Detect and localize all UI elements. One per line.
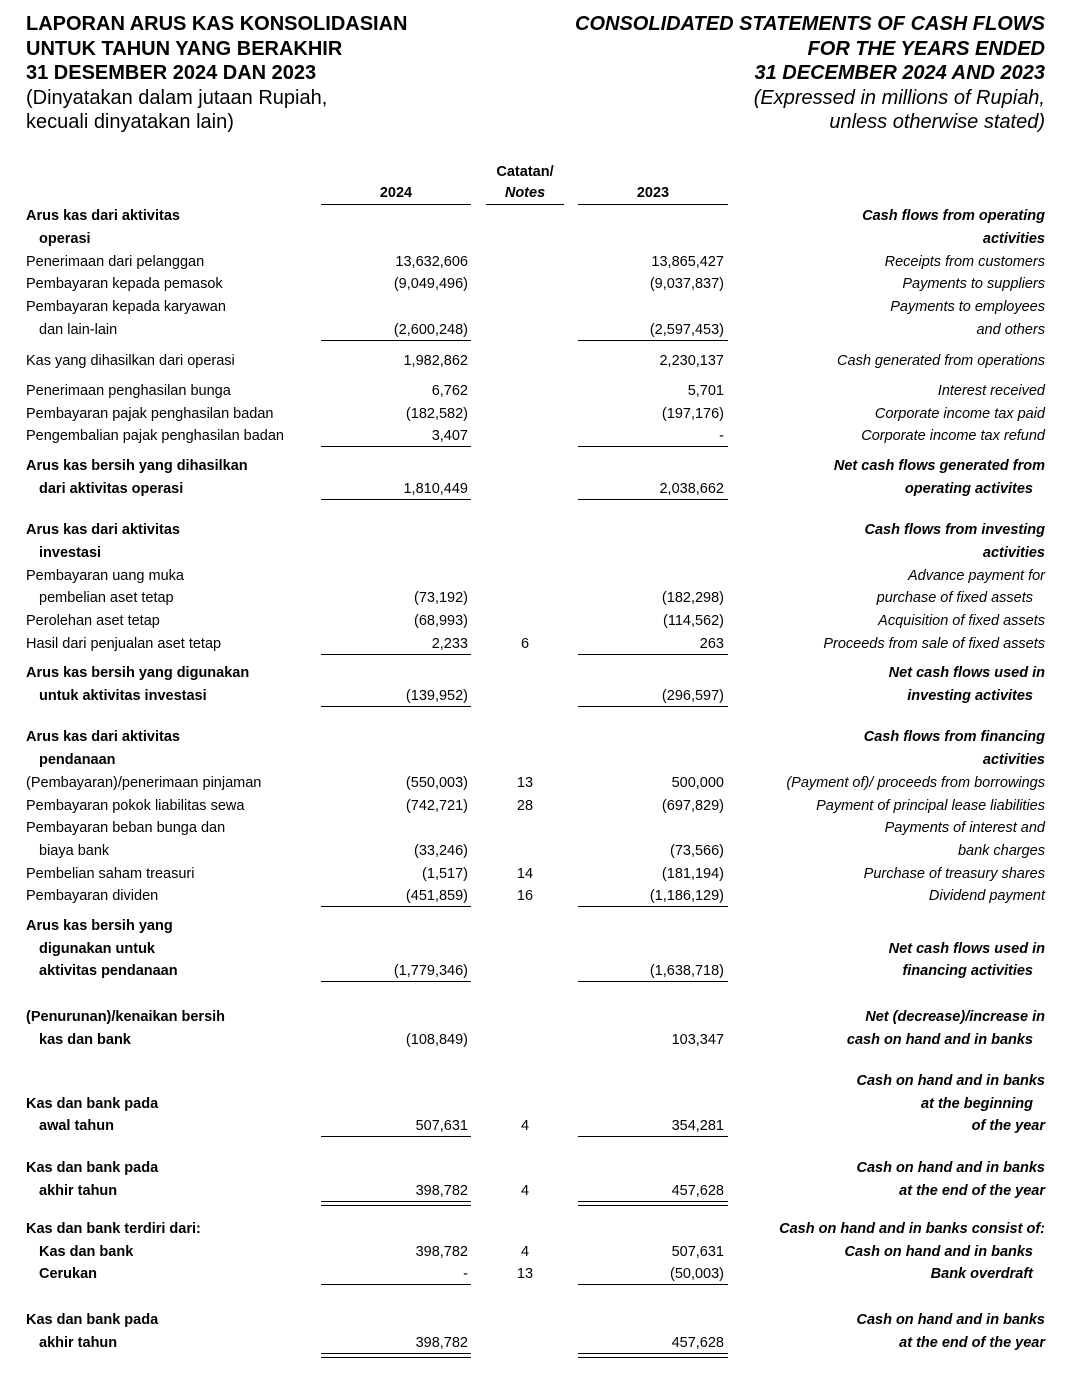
value-2023: (9,037,837)	[649, 276, 724, 292]
value-2023: (296,597)	[661, 688, 724, 704]
note-ref: 14	[516, 866, 534, 882]
table-row	[0, 772, 1074, 794]
row-label-en: activities	[982, 545, 1045, 561]
value-2024: 2,233	[431, 636, 468, 652]
value-2024: 398,782	[415, 1244, 468, 1260]
subtotal-underline-2023	[578, 499, 728, 500]
value-2023: 457,628	[671, 1335, 724, 1351]
value-2023: (1,638,718)	[649, 963, 724, 979]
table-row	[0, 633, 1074, 655]
row-label-en: Cash on hand and in banks	[844, 1244, 1033, 1260]
value-2024: -	[463, 1266, 468, 1282]
row-label-en: Payments of interest and	[884, 820, 1045, 836]
title-id-line2: UNTUK TAHUN YANG BERAKHIR	[26, 37, 343, 60]
table-row	[0, 587, 1074, 609]
row-label-en: Net cash flows used in	[888, 665, 1045, 681]
row-label-id: Arus kas bersih yang	[26, 918, 173, 934]
total-double-underline-2024	[321, 1201, 471, 1206]
table-row	[0, 403, 1074, 425]
title-en-line1: CONSOLIDATED STATEMENTS OF CASH FLOWS	[575, 13, 1045, 35]
table-row	[0, 885, 1074, 907]
row-label-en: Purchase of treasury shares	[863, 866, 1045, 882]
subtotal-underline-2024	[321, 654, 471, 655]
table-row	[0, 863, 1074, 885]
row-label-id: dari aktivitas operasi	[39, 481, 184, 497]
table-row	[0, 251, 1074, 273]
value-2024: 507,631	[415, 1118, 468, 1134]
row-label-id: biaya bank	[39, 843, 110, 859]
subtitle-id-line4: (Dinyatakan dalam jutaan Rupiah,	[26, 86, 328, 109]
value-2024: 398,782	[415, 1335, 468, 1351]
table-row	[0, 1006, 1074, 1028]
table-row	[0, 915, 1074, 937]
value-2023: (197,176)	[661, 406, 724, 422]
value-2024: (451,859)	[405, 888, 468, 904]
table-row	[0, 726, 1074, 748]
value-2023: (1,186,129)	[649, 888, 724, 904]
row-label-en: Corporate income tax paid	[874, 406, 1045, 422]
header-indonesian	[26, 12, 408, 135]
row-label-en: at the end of the year	[899, 1183, 1045, 1199]
row-label-id: pendanaan	[39, 752, 116, 768]
row-label-en: Cash flows from operating	[862, 208, 1045, 224]
row-label-en: at the beginning	[921, 1096, 1033, 1112]
row-label-id: Pembayaran beban bunga dan	[26, 820, 226, 836]
row-label-en: Advance payment for	[907, 568, 1045, 584]
subtitle-en-line5: unless otherwise stated)	[829, 111, 1045, 133]
row-label-en: Payments to employees	[890, 299, 1045, 315]
row-label-en: Cash on hand and in banks consist of:	[779, 1221, 1045, 1237]
row-label-id: Cerukan	[39, 1266, 98, 1282]
table-row	[0, 1157, 1074, 1179]
value-2023: 507,631	[671, 1244, 724, 1260]
table-row	[0, 1180, 1074, 1202]
note-ref: 4	[520, 1118, 530, 1134]
row-label-en: at the end of the year	[899, 1335, 1045, 1351]
header-english	[575, 12, 1045, 135]
table-row	[0, 795, 1074, 817]
value-2023: 103,347	[671, 1032, 724, 1048]
row-label-id: pembelian aset tetap	[39, 590, 174, 606]
row-label-id: Kas yang dihasilkan dari operasi	[26, 353, 235, 369]
row-label-id: akhir tahun	[39, 1183, 118, 1199]
value-2023: (114,562)	[663, 613, 724, 629]
note-ref: 16	[516, 888, 534, 904]
table-row	[0, 1263, 1074, 1285]
row-label-id: Pembayaran uang muka	[26, 568, 184, 584]
subtotal-underline-2024	[321, 1284, 471, 1285]
row-label-en: Acquisition of fixed assets	[878, 613, 1045, 629]
row-label-id: Arus kas bersih yang digunakan	[26, 665, 250, 681]
note-ref: 4	[520, 1183, 530, 1199]
table-row	[0, 1218, 1074, 1240]
row-label-en: operating activites	[904, 481, 1033, 497]
row-label-id: Penerimaan dari pelanggan	[26, 254, 205, 270]
table-row	[0, 610, 1074, 632]
table-row	[0, 1241, 1074, 1263]
value-2023: (697,829)	[661, 798, 724, 814]
value-2024: 13,632,606	[395, 254, 468, 270]
subtotal-underline-2023	[578, 906, 728, 907]
row-label-en: bank charges	[957, 843, 1045, 859]
row-label-id: Pembayaran pokok liabilitas sewa	[26, 798, 245, 814]
row-label-id: akhir tahun	[39, 1335, 118, 1351]
value-2024: (139,952)	[405, 688, 468, 704]
row-label-id: Penerimaan penghasilan bunga	[26, 383, 231, 399]
row-label-id: Kas dan bank pada	[26, 1312, 159, 1328]
value-2024: 6,762	[431, 383, 468, 399]
row-label-id: awal tahun	[39, 1118, 114, 1134]
table-row	[0, 1070, 1074, 1092]
value-2024: (73,192)	[413, 590, 468, 606]
value-2024: 398,782	[415, 1183, 468, 1199]
row-label-en: Cash flows from investing	[864, 522, 1045, 538]
row-label-id: (Pembayaran)/penerimaan pinjaman	[26, 775, 262, 791]
subtotal-underline-2023	[578, 340, 728, 341]
value-2024: 3,407	[431, 428, 468, 444]
row-label-en: Corporate income tax refund	[861, 428, 1045, 444]
value-2024: (9,049,496)	[393, 276, 468, 292]
row-label-id: Kas dan bank terdiri dari:	[26, 1221, 201, 1237]
subtotal-underline-2023	[578, 981, 728, 982]
subtotal-underline-2024	[321, 1136, 471, 1137]
value-2023: -	[719, 428, 724, 444]
value-2023: (50,003)	[669, 1266, 724, 1282]
value-2024: (1,517)	[422, 866, 468, 882]
row-label-id: Pembayaran kepada pemasok	[26, 276, 223, 292]
table-row	[0, 205, 1074, 227]
value-2023: 5,701	[687, 383, 724, 399]
row-label-en: Proceeds from sale of fixed assets	[823, 636, 1045, 652]
table-row	[0, 1115, 1074, 1137]
table-row	[0, 350, 1074, 372]
row-label-en: Cash on hand and in banks	[856, 1160, 1045, 1176]
value-2023: 457,628	[671, 1183, 724, 1199]
title-en-line2: FOR THE YEARS ENDED	[807, 37, 1045, 60]
row-label-id: investasi	[39, 545, 102, 561]
subtotal-underline-2024	[321, 499, 471, 500]
row-label-id: untuk aktivitas investasi	[39, 688, 207, 704]
row-label-en: Interest received	[937, 383, 1045, 399]
table-row	[0, 817, 1074, 839]
row-label-id: operasi	[39, 231, 91, 247]
table-row	[0, 662, 1074, 684]
row-label-en: cash on hand and in banks	[846, 1032, 1033, 1048]
row-label-en: Bank overdraft	[930, 1266, 1033, 1282]
row-label-id: Pembayaran pajak penghasilan badan	[26, 406, 274, 422]
row-label-id: Arus kas bersih yang dihasilkan	[26, 458, 248, 474]
title-id-line1: LAPORAN ARUS KAS KONSOLIDASIAN	[26, 13, 408, 35]
subtotal-underline-2024	[321, 446, 471, 447]
table-row	[0, 455, 1074, 477]
row-label-id: Arus kas dari aktivitas	[26, 208, 180, 224]
column-header-notes-id: Catatan/	[496, 164, 554, 180]
value-2023: 354,281	[671, 1118, 724, 1134]
subtotal-underline-2024	[321, 906, 471, 907]
value-2023: 13,865,427	[651, 254, 724, 270]
row-label-id: Pembayaran kepada karyawan	[26, 299, 226, 315]
table-row	[0, 938, 1074, 960]
row-label-id: digunakan untuk	[39, 941, 155, 957]
value-2023: 2,038,662	[659, 481, 724, 497]
row-label-en: (Payment of)/ proceeds from borrowings	[786, 775, 1045, 791]
row-label-en: Payment of principal lease liabilities	[816, 798, 1045, 814]
row-label-id: (Penurunan)/kenaikan bersih	[26, 1009, 226, 1025]
value-2024: (182,582)	[405, 406, 468, 422]
table-row	[0, 565, 1074, 587]
table-row	[0, 478, 1074, 500]
row-label-en: Cash flows from financing	[863, 729, 1045, 745]
subtotal-underline-2024	[321, 706, 471, 707]
table-row	[0, 685, 1074, 707]
title-en-line3: 31 DECEMBER 2024 AND 2023	[754, 62, 1045, 84]
note-ref: 6	[520, 636, 530, 652]
row-label-en: financing activities	[902, 963, 1033, 979]
subtotal-underline-2023	[578, 654, 728, 655]
note-ref: 13	[516, 775, 534, 791]
note-ref: 28	[516, 798, 534, 814]
column-header-notes	[486, 162, 564, 204]
row-label-en: investing activites	[907, 688, 1033, 704]
row-label-id: dan lain-lain	[39, 322, 118, 338]
row-label-id: Kas dan bank	[39, 1244, 134, 1260]
value-2023: (182,298)	[661, 590, 724, 606]
value-2024: (108,849)	[405, 1032, 468, 1048]
table-row	[0, 380, 1074, 402]
row-label-id: Perolehan aset tetap	[26, 613, 160, 629]
column-header-2023: 2023	[636, 185, 670, 201]
total-double-underline-2023	[578, 1353, 728, 1358]
column-header-notes-en: Notes	[504, 185, 546, 201]
row-label-id: Hasil dari penjualan aset tetap	[26, 636, 222, 652]
total-double-underline-2023	[578, 1201, 728, 1206]
subtotal-underline-2024	[321, 981, 471, 982]
table-row	[0, 749, 1074, 771]
value-2023: (73,566)	[669, 843, 724, 859]
value-2023: 263	[699, 636, 724, 652]
value-2024: 1,982,862	[403, 353, 468, 369]
row-label-id: Pembayaran dividen	[26, 888, 159, 904]
subtitle-id-line5: kecuali dinyatakan lain)	[26, 111, 234, 133]
subtitle-en-line4: (Expressed in millions of Rupiah,	[753, 86, 1045, 109]
row-label-en: purchase of fixed assets	[876, 590, 1033, 606]
value-2024: (1,779,346)	[393, 963, 468, 979]
row-label-en: Cash on hand and in banks	[856, 1312, 1045, 1328]
table-row	[0, 319, 1074, 341]
subtotal-underline-2023	[578, 706, 728, 707]
value-2023: (2,597,453)	[649, 322, 724, 338]
subtotal-underline-2023	[578, 446, 728, 447]
value-2024: (33,246)	[413, 843, 468, 859]
row-label-en: Receipts from customers	[884, 254, 1045, 270]
row-label-id: Arus kas dari aktivitas	[26, 522, 180, 538]
table-row	[0, 960, 1074, 982]
table-row	[0, 228, 1074, 250]
table-row	[0, 840, 1074, 862]
table-row	[0, 519, 1074, 541]
row-label-en: Net cash flows used in	[888, 941, 1045, 957]
table-row	[0, 1029, 1074, 1051]
row-label-en: of the year	[971, 1118, 1045, 1134]
value-2023: (181,194)	[661, 866, 724, 882]
row-label-id: kas dan bank	[39, 1032, 131, 1048]
table-row	[0, 296, 1074, 318]
row-label-en: Cash generated from operations	[837, 353, 1045, 369]
row-label-en: Net cash flows generated from	[833, 458, 1045, 474]
note-ref: 4	[520, 1244, 530, 1260]
note-ref: 13	[516, 1266, 534, 1282]
subtotal-underline-2024	[321, 340, 471, 341]
value-2023: 2,230,137	[659, 353, 724, 369]
row-label-en: Net (decrease)/increase in	[865, 1009, 1045, 1025]
row-label-id: Arus kas dari aktivitas	[26, 729, 180, 745]
column-header-2024: 2024	[379, 185, 413, 201]
table-row	[0, 1093, 1074, 1115]
value-2024: (742,721)	[405, 798, 468, 814]
table-row	[0, 1309, 1074, 1331]
table-row	[0, 542, 1074, 564]
value-2024: (2,600,248)	[393, 322, 468, 338]
table-row	[0, 1332, 1074, 1354]
row-label-en: Cash on hand and in banks	[856, 1073, 1045, 1089]
value-2024: 1,810,449	[403, 481, 468, 497]
row-label-en: Dividend payment	[928, 888, 1045, 904]
row-label-id: aktivitas pendanaan	[39, 963, 178, 979]
value-2024: (550,003)	[405, 775, 468, 791]
value-2023: 500,000	[671, 775, 724, 791]
row-label-id: Kas dan bank pada	[26, 1096, 159, 1112]
row-label-en: activities	[982, 231, 1045, 247]
value-2024: (68,993)	[413, 613, 468, 629]
subtotal-underline-2023	[578, 1136, 728, 1137]
total-double-underline-2024	[321, 1353, 471, 1358]
row-label-id: Pembelian saham treasuri	[26, 866, 195, 882]
row-label-id: Kas dan bank pada	[26, 1160, 159, 1176]
title-id-line3: 31 DESEMBER 2024 DAN 2023	[26, 62, 317, 84]
row-label-en: and others	[976, 322, 1045, 338]
table-row	[0, 425, 1074, 447]
row-label-en: Payments to suppliers	[902, 276, 1045, 292]
row-label-id: Pengembalian pajak penghasilan badan	[26, 428, 284, 444]
subtotal-underline-2023	[578, 1284, 728, 1285]
row-label-en: activities	[982, 752, 1045, 768]
table-row	[0, 273, 1074, 295]
